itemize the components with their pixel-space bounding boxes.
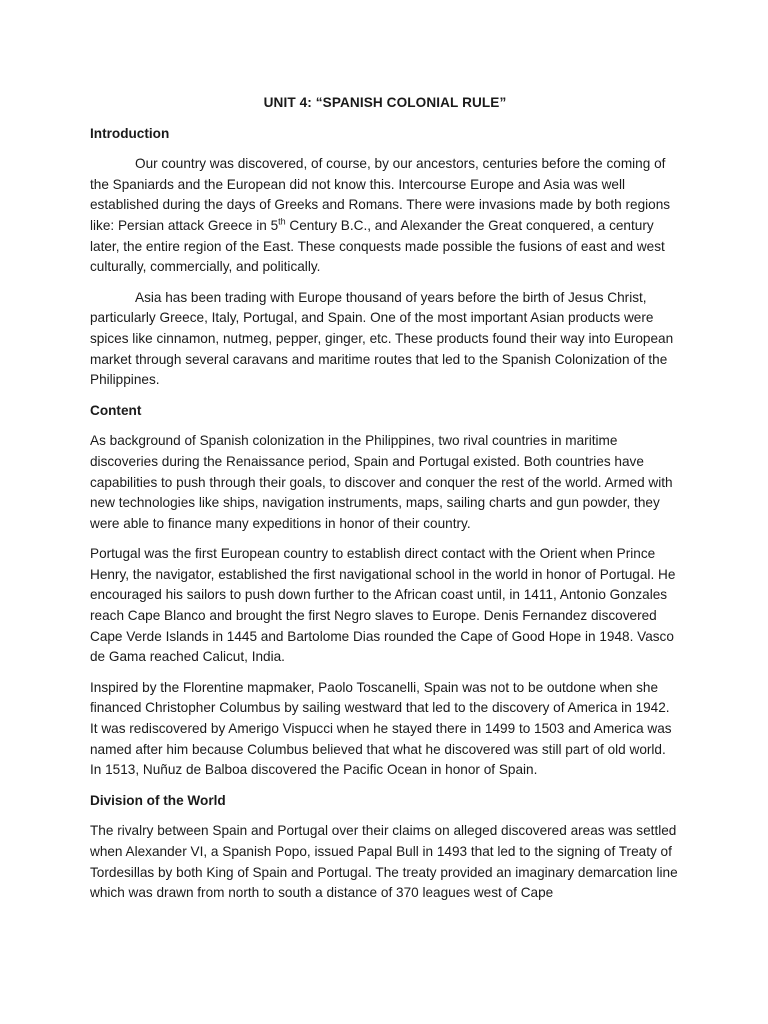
document-page: [90, 93, 680, 914]
division-paragraph-1: The rivalry between Spain and Portugal over their claims on alleged discovered areas was settled when Alexander VI, a Spanish Popo, issued Papal Bull in 1493 that led to the signing of Treaty of Tordesillas by both King of Spain and Portugal. The treaty provided an imaginary demarcation line which was drawn from north to south a distance of 370 leagues west of Cape: [90, 823, 678, 901]
content-paragraph-2: Portugal was the first European country to establish direct contact with the Orient when Prince Henry, the navigator, established the first navigational school in the world in honor of Portugal. He encouraged his sailors to push down further to the African coast until, in 1411, Antonio Gonzales reach Cape Blanco and brought the first Negro slaves to Europe. Denis Fernandez discovered Cape Verde Islands in 1445 and Bartolome Dias rounded the Cape of Good Hope in 1948. Vasco de Gama reached Calicut, India.: [90, 546, 676, 665]
content-heading: Content: [90, 402, 142, 418]
introduction-heading: Introduction: [90, 125, 170, 141]
division-heading: Division of the World: [90, 792, 226, 808]
introduction-paragraph-1-text-a: Our country was discovered, of course, by our ancestors, centuries before the coming of the Spaniards and the European did not know this. Intercourse Europe and Asia was well established during the days of Greeks and Romans. There were invasions made by both regions like: Persian attack Greece in 5: [90, 156, 671, 233]
document-title: UNIT 4: “SPANISH COLONIAL RULE”: [263, 95, 507, 110]
introduction-paragraph-1-text-b: Century B.C., and Alexander the Great conquered, a century later, the entire region of the East. These conquests made possible the fusions of east and west culturally, commercially, and politically.: [90, 217, 665, 275]
content-paragraph-1: As background of Spanish colonization in the Philippines, two rival countries in maritime discoveries during the Renaissance period, Spain and Portugal existed. Both countries have capabilities to push through their goals, to discover and conquer the rest of the world. Armed with new technologies like ships, navigation instruments, maps, sailing charts and gun powder, they were able to finance many expeditions in honor of their country.: [90, 433, 673, 531]
superscript-th: th: [278, 216, 286, 227]
introduction-paragraph-2: Asia has been trading with Europe thousand of years before the birth of Jesus Christ, particularly Greece, Italy, Portugal, and Spain. One of the most important Asian products were spices like cinnamon, nutmeg, pepper, ginger, etc. These products found their way into European market through several caravans and maritime routes that led to the Spanish Colonization of the Philippines.: [90, 289, 674, 388]
content-paragraph-3: Inspired by the Florentine mapmaker, Paolo Toscanelli, Spain was not to be outdone when she financed Christopher Columbus by sailing westward that led to the discovery of America in 1942. It was rediscovered by Amerigo Vispucci when he stayed there in 1499 to 1503 and America was named after him because Columbus believed that what he discovered was still part of old world. In 1513, Nuñuz de Balboa discovered the Pacific Ocean in honor of Spain.: [90, 679, 672, 778]
introduction-paragraph-1: [90, 154, 680, 278]
